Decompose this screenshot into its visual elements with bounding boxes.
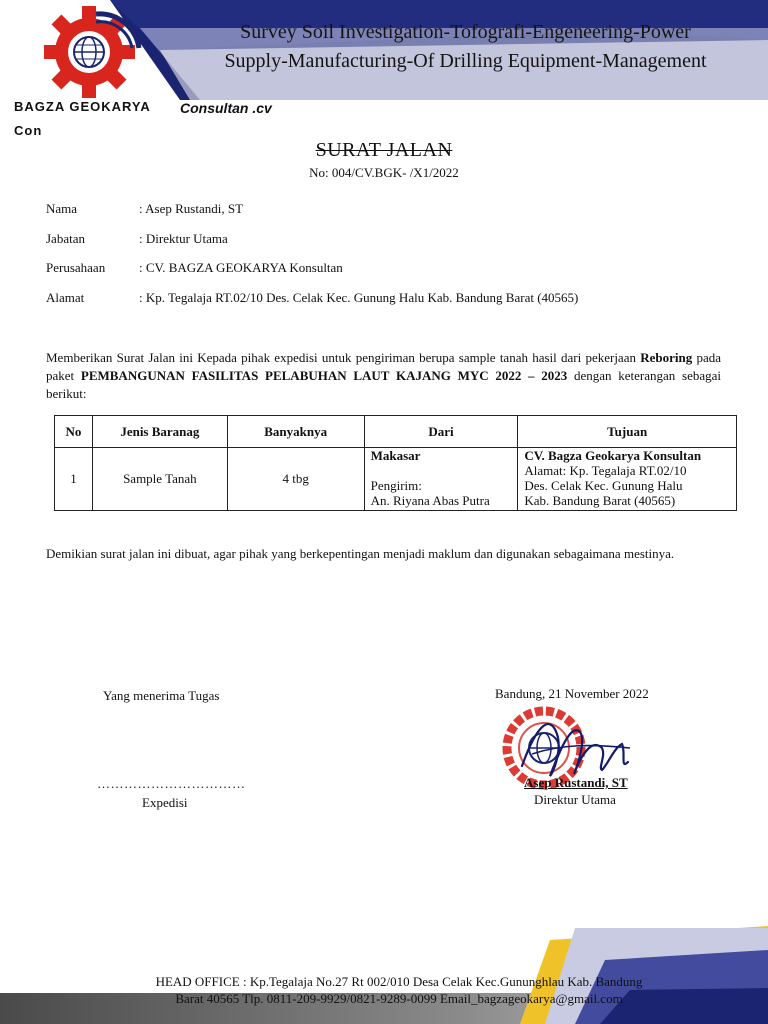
col-header-dari: Dari bbox=[364, 416, 518, 448]
identity-value-jabatan: : Direktur Utama bbox=[139, 231, 228, 246]
receiver-signature-line: …………………………… bbox=[97, 776, 246, 791]
receiver-heading: Yang menerima Tugas bbox=[103, 688, 220, 703]
cell-no: 1 bbox=[55, 448, 93, 511]
brand-name: BAGZA GEOKARYA bbox=[14, 99, 151, 114]
tujuan-address-line-2: Des. Celak Kec. Gunung Halu bbox=[524, 478, 683, 493]
company-logo bbox=[44, 6, 144, 98]
col-header-no: No bbox=[55, 416, 93, 448]
col-header-jenis: Jenis Baranag bbox=[92, 416, 227, 448]
col-header-tujuan: Tujuan bbox=[518, 416, 737, 448]
identity-label-jabatan: Jabatan bbox=[46, 231, 85, 246]
document-title: SURAT JALAN bbox=[315, 139, 453, 161]
cell-jenis: Sample Tanah bbox=[92, 448, 227, 511]
company-tagline-line-1: Survey Soil Investigation-Tofografi-Engeneering-Power bbox=[240, 21, 691, 43]
signer-role: Direktur Utama bbox=[534, 792, 616, 807]
footer-address-line-1: HEAD OFFICE : Kp.Tegalaja No.27 Rt 002/010 Desa Celak Kec.Gununghlau Kab. Bandung bbox=[155, 974, 643, 989]
intro-bold-reboring: Reboring bbox=[640, 350, 693, 365]
identity-value-alamat: : Kp. Tegalaja RT.02/10 Des. Celak Kec. Gunung Halu Kab. Bandung Barat (40565) bbox=[139, 290, 579, 305]
cell-tujuan bbox=[518, 448, 737, 511]
document-number: No: 004/CV.BGK- /X1/2022 bbox=[309, 165, 459, 180]
identity-label-nama: Nama bbox=[46, 201, 78, 216]
brand-suffix: Consultan .cv bbox=[180, 100, 272, 116]
table-header-row bbox=[55, 416, 737, 448]
footer-address-line-2: Barat 40565 Tlp. 0811-209-9929/0821-9289-0099 Email_bagzageokarya@gmail.com bbox=[175, 991, 623, 1006]
issue-date: Bandung, 21 November 2022 bbox=[495, 686, 649, 701]
dari-sender-label: Pengirim: bbox=[370, 478, 422, 493]
receiver-role: Expedisi bbox=[142, 795, 188, 810]
identity-value-nama: : Asep Rustandi, ST bbox=[139, 201, 244, 216]
signer-name: Asep Rustandi, ST bbox=[524, 775, 628, 790]
dari-sender-name: An. Riyana Abas Putra bbox=[370, 493, 490, 508]
cell-dari bbox=[364, 448, 518, 511]
tujuan-company: CV. Bagza Geokarya Konsultan bbox=[524, 448, 702, 463]
identity-label-perusahaan: Perusahaan bbox=[46, 260, 106, 275]
dari-city: Makasar bbox=[370, 448, 421, 463]
cell-banyak: 4 tbg bbox=[227, 448, 364, 511]
brand-con: Con bbox=[14, 123, 43, 138]
col-header-banyak: Banyaknya bbox=[227, 416, 364, 448]
identity-value-perusahaan: : CV. BAGZA GEOKARYA Konsultan bbox=[139, 260, 343, 275]
tujuan-address-line-3: Kab. Bandung Barat (40565) bbox=[524, 493, 676, 508]
closing-paragraph: Demikian surat jalan ini dibuat, agar pihak yang berkepentingan menjadi maklum dan digunakan sebagaimana mestinya. bbox=[46, 546, 675, 561]
shipment-table bbox=[54, 415, 737, 511]
intro-bold-project: PEMBANGUNAN FASILITAS PELABUHAN LAUT KAJANG MYC 2022 – 2023 bbox=[80, 368, 568, 383]
tujuan-address-line-1: Alamat: Kp. Tegalaja RT.02/10 bbox=[524, 463, 687, 478]
table-row bbox=[55, 448, 737, 511]
identity-label-alamat: Alamat bbox=[46, 290, 85, 305]
intro-paragraph: Memberikan Surat Jalan ini Kepada pihak expedisi untuk pengiriman berupa sample tanah hasil dari pekerjaan Reboring pada paket PEMBANGUNAN FASILITAS PELABUHAN LAUT KAJANG MYC 2022 – 2023 dengan keterangan sebagai berikut: bbox=[46, 350, 722, 401]
company-tagline-line-2: Supply-Manufacturing-Of Drilling Equipment-Management bbox=[224, 50, 707, 72]
